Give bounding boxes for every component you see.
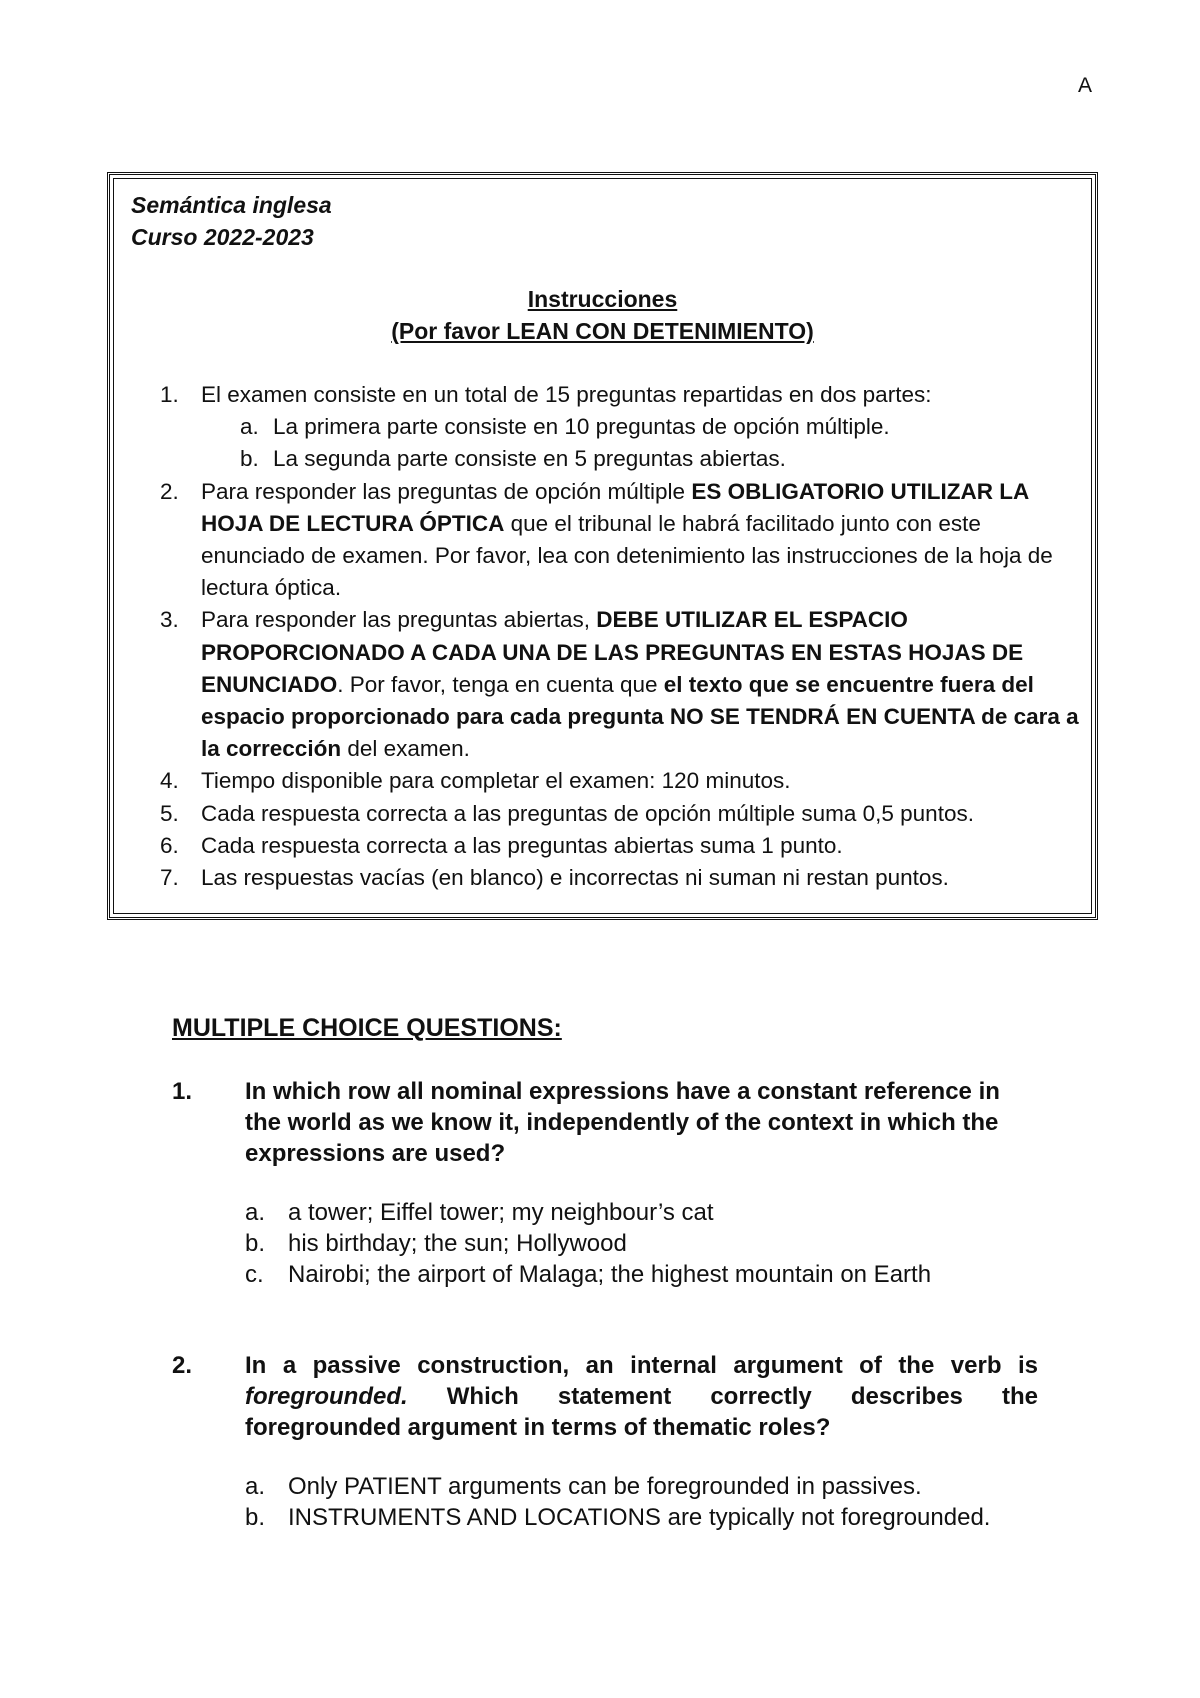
instruction-number: 3. [160, 607, 179, 633]
instruction-number: 4. [160, 768, 179, 794]
instruction-text-part: . Por favor, tenga en cuenta que [337, 671, 664, 697]
instruction-item [160, 798, 1090, 830]
instruction-text: Las respuestas vacías (en blanco) e incorrectas ni suman ni restan puntos. [201, 865, 949, 891]
instruction-item [160, 862, 1090, 894]
instruction-item [160, 830, 1090, 862]
exam-version-letter: A [1078, 74, 1093, 97]
instruction-text: Cada respuesta correcta a las preguntas de opción múltiple suma 0,5 puntos. [201, 800, 974, 826]
answer-option-letter: b. [245, 1230, 266, 1257]
answer-option[interactable] [245, 1228, 1038, 1259]
instructions-title: Instrucciones [527, 286, 678, 312]
answer-option-letter: b. [245, 1504, 266, 1531]
instruction-sublist [201, 411, 1090, 475]
answer-option-letter: a. [245, 1199, 266, 1226]
question-2 [172, 1350, 1038, 1533]
instruction-text-bold: DEBE UTILIZAR EL ESPACIO PROPORCIONADO A CADA UNA DE LAS PREGUNTAS EN ESTAS HOJAS DE ENUNCIADO [201, 607, 1024, 697]
question-text: In which row all nominal expressions have a constant reference in the world as we know it, independently of the context in which the expressions are used? [245, 1078, 1000, 1167]
answer-option-text: his birthday; the sun; Hollywood [288, 1230, 627, 1257]
instruction-text: Tiempo disponible para completar el examen: 120 minutos. [201, 768, 791, 794]
instruction-subitem [201, 443, 1090, 475]
instruction-subitem-letter: a. [240, 414, 259, 440]
question-text [245, 1350, 1038, 1443]
instruction-text-part: Para responder las preguntas de opción múltiple [201, 478, 692, 504]
instruction-item [160, 476, 1090, 605]
answer-option[interactable] [245, 1471, 1038, 1502]
question-number: 2. [172, 1352, 193, 1379]
instruction-number: 6. [160, 832, 179, 858]
instruction-item [160, 604, 1090, 765]
answer-option-letter: c. [245, 1261, 264, 1288]
instruction-item [160, 765, 1090, 797]
instruction-number: 1. [160, 382, 179, 407]
answer-options [245, 1197, 1038, 1290]
instruction-subitem-text: La primera parte consiste en 10 preguntas de opción múltiple. [273, 414, 890, 440]
answer-option[interactable] [245, 1197, 1038, 1228]
instruction-text-bold: ES OBLIGATORIO UTILIZAR LA HOJA DE LECTURA ÓPTICA [201, 478, 1029, 536]
answer-options [245, 1471, 1038, 1533]
instruction-number: 2. [160, 478, 179, 504]
answer-option[interactable] [245, 1502, 1038, 1533]
course-year: Curso 2022-2023 [131, 224, 314, 250]
instruction-text-part: que el tribunal le habrá facilitado junto con este enunciado de examen. Por favor, lea con detenimiento las instrucciones de la hoja de lectura óptica. [201, 510, 1053, 601]
instructions-subtitle: (Por favor LEAN CON DETENIMIENTO) [391, 318, 814, 344]
answer-option-text: Nairobi; the airport of Malaga; the highest mountain on Earth [288, 1261, 932, 1288]
course-name: Semántica inglesa [131, 192, 332, 218]
instruction-text-part: del examen. [341, 736, 470, 762]
answer-option[interactable] [245, 1259, 1038, 1290]
answer-option-text: a tower; Eiffel tower; my neighbour’s cat [288, 1199, 714, 1226]
instruction-text-bold: el texto que se encuentre fuera del espacio proporcionado para cada pregunta NO SE TENDRÁ EN CUENTA de cara a la corrección [201, 671, 1079, 762]
instruction-text-part: Para responder las preguntas abiertas, [201, 607, 597, 633]
answer-option-text: INSTRUMENTS AND LOCATIONS are typically not foregrounded. [288, 1504, 991, 1531]
instruction-text: Cada respuesta correcta a las preguntas abiertas suma 1 punto. [201, 832, 843, 858]
instruction-number: 5. [160, 800, 179, 826]
instruction-item [160, 379, 1090, 476]
answer-option-text: Only PATIENT arguments can be foregrounded in passives. [288, 1473, 922, 1500]
instructions-heading [110, 283, 1095, 347]
course-info [131, 189, 332, 253]
question-number: 1. [172, 1078, 193, 1105]
instruction-number: 7. [160, 865, 179, 891]
answer-option-letter: a. [245, 1473, 266, 1500]
instructions-box [107, 172, 1098, 920]
instruction-text: El examen consiste en un total de 15 preguntas repartidas en dos partes: [201, 382, 932, 407]
question-text-italic: foregrounded. [245, 1383, 408, 1410]
instructions-list [160, 379, 1090, 894]
mcq-section-heading: MULTIPLE CHOICE QUESTIONS: [172, 1014, 562, 1042]
instruction-subitem [201, 411, 1090, 443]
instruction-subitem-letter: b. [240, 446, 259, 472]
question-text-part: In a passive construction, an internal argument of the verb is [245, 1352, 1038, 1379]
question-1 [172, 1076, 1038, 1290]
instruction-subitem-text: La segunda parte consiste en 5 preguntas abiertas. [273, 446, 786, 472]
question-text-part: Which statement correctly describes the foregrounded argument in terms of thematic roles? [245, 1383, 1038, 1441]
